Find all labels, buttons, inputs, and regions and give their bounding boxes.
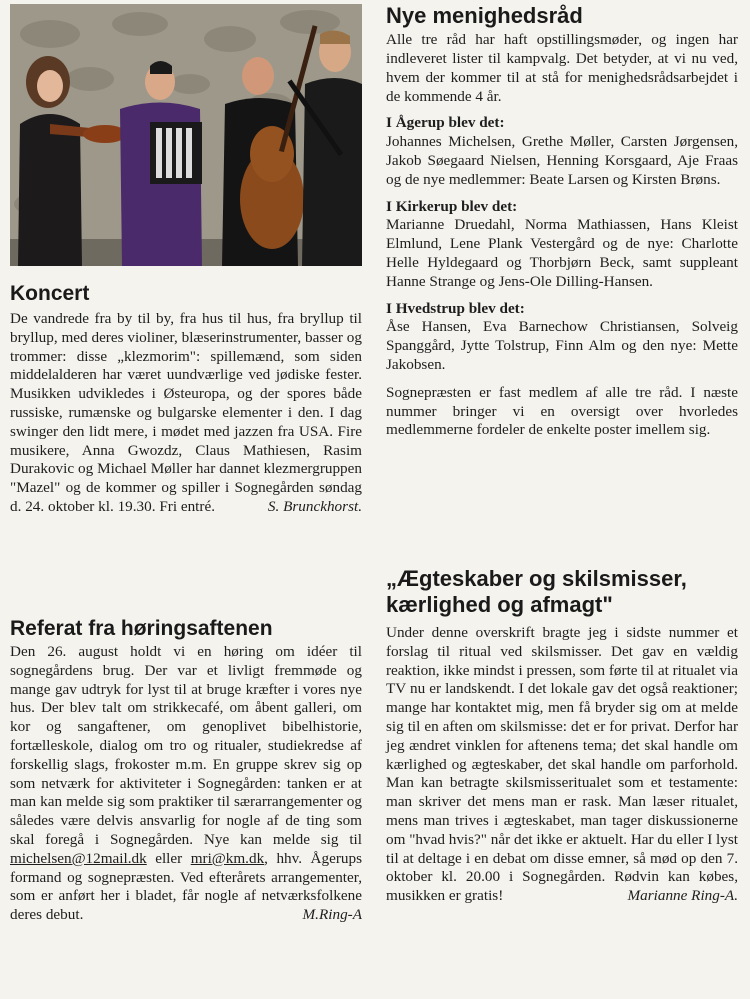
aegteskaber-title: „Ægteskaber og skilsmisser, kærlighed og afmagt" [386, 566, 687, 617]
kirkerup-heading: I Kirkerup blev det: [386, 197, 518, 215]
aegteskaber-article [386, 566, 738, 906]
referat-signature: M.Ring-A [302, 906, 362, 924]
agerup-heading: I Ågerup blev det: [386, 114, 505, 132]
koncert-article [10, 282, 362, 517]
hvedstrup-members: Åse Hansen, Eva Barnechow Christiansen, Solveig Spanggård, Jytte Tolstrup, Finn Alm og den nye: Mette Jakobsen. [386, 318, 738, 373]
kirkerup-members: Marianne Druedahl, Norma Mathiassen, Hans Kleist Elmlund, Lene Plank Vestergård og de nye: Charlotte Helle Hyldegaard og Thorbjørn Beck, samt suppleant Hanne Strange og Jens-Ole Dilling-Hansen. [386, 216, 738, 290]
aegteskaber-signature: Marianne Ring-A. [627, 887, 738, 905]
email-link-mri[interactable]: mri@km.dk [190, 849, 265, 867]
aegteskaber-body [386, 624, 738, 906]
referat-article [10, 617, 362, 925]
menighedsraad-article [386, 4, 738, 440]
koncert-text: De vandrede fra by til by, fra hus til hus, fra bryllup til bryllup, med deres violiner, blæserinstrumenter, basser og trommer: disse „klezmorim": spillemænd, som siden middelalderen har været uundværlige ved jødiske fester. Musikken udvikledes i Østeuropa, og der spores både russiske, rumænske og bulgarske elementer i den. I dag swinger den lidt mere, i mødet med jazzen fra USA. Fire musikere, Anna Gwozdz, Claus Mathiesen, Rasim Durakovic og Michael Møller har dannet klezmergruppen "Mazel" og de kommer og spiller i Sognegården søndag d. 24. oktober kl. 19.30. Fri entré. [10, 310, 362, 516]
hvedstrup-heading: I Hvedstrup blev det: [386, 299, 525, 317]
referat-text-2: , hhv. Ågerups formand og sognepræsten. Ved efterårets arrangementer, som er anført her i bladet, får nogle af netværksfolkene deres debut. [10, 849, 362, 924]
band-illustration [10, 4, 362, 266]
aegteskaber-text: Under denne overskrift bragte jeg i sidste nummer et forslag til ritual ved skilsmisser. Det gav en vældig reaktion, ikke mindst i pressen, som førte til at ritualet via TV nu er landskendt. I det lokale gav det også reaktioner; mange har kontaktet mig, men få bryder sig om at melde sig til en aften om skilsmisse: det er for privat. Derfor har jeg ændret vinklen for aftenens tema; det skal handle om kærlighed og ægteskaber, det skal handle om parforhold. Man kan betragte skilsmisseritualet som et testamente: man skriver det mens man er rask. Man læser ritualet, mens man trives i ægteskabet, man tager diskussionerne om "hvad hvis?" når det ikke er aktuelt. Har du eller I lyst til at deltage i en debat om disse emner, så mød op den 7. oktober kl. 20.00 i Sognegården. Rødvin kan købes, musikken er gratis! [386, 624, 738, 905]
koncert-title: Koncert [10, 282, 90, 305]
band-photo [10, 4, 362, 266]
menighedsraad-title: Nye menighedsråd [386, 3, 583, 28]
agerup-members: Johannes Michelsen, Grethe Møller, Carsten Jørgensen, Jakob Søegaard Nielsen, Henning Korsgaard, Aje Fraas og de nye medlemmer: Beate Larsen og Kirsten Brøns. [386, 133, 738, 188]
menighedsraad-outro: Sognepræsten er fast medlem af alle tre råd. I næste nummer bringer vi en oversigt over hvorledes medlemmerne fordeler de enkelte poster imellem sig. [386, 383, 738, 439]
email-link-michelsen[interactable]: michelsen@12mail.dk [10, 849, 147, 867]
koncert-body [10, 310, 362, 517]
koncert-signature: S. Brunckhorst. [267, 498, 362, 516]
referat-body [10, 643, 362, 925]
menighedsraad-intro: Alle tre råd har haft opstillingsmøder, og ingen har indleveret lister til kampvalg. Det betyder, at vi nu ved, hvem der kommer til at stå for menighedsrådsarbejdet i de kommende 4 år. [386, 31, 738, 105]
referat-eller: eller [146, 849, 191, 867]
referat-title: Referat fra høringsaftenen [10, 617, 273, 640]
referat-text: Den 26. august holdt vi en høring om idéer til sognegårdens brug. Der var et livligt fremmøde og mange gav udtryk for lyst til at bruge kræfter i vores nye hus. Der blev talt om strikkecafé, om åbent galleri, om kor og sangaftener, om genoplivet bibelhistorie, fortælleskole, dialog om tro og ritualer, studiekredse af forskellig slags, frokoster m.m. En gruppe skrev sig op som netværk for aktiviteter i Sognegården: tanken er at man kan melde sig som praktiker til særarrangementer og således være delvis ansvarlig for nogle af de ting som skal foregå i Sognegården. Nye kan melde sig til [10, 643, 362, 849]
